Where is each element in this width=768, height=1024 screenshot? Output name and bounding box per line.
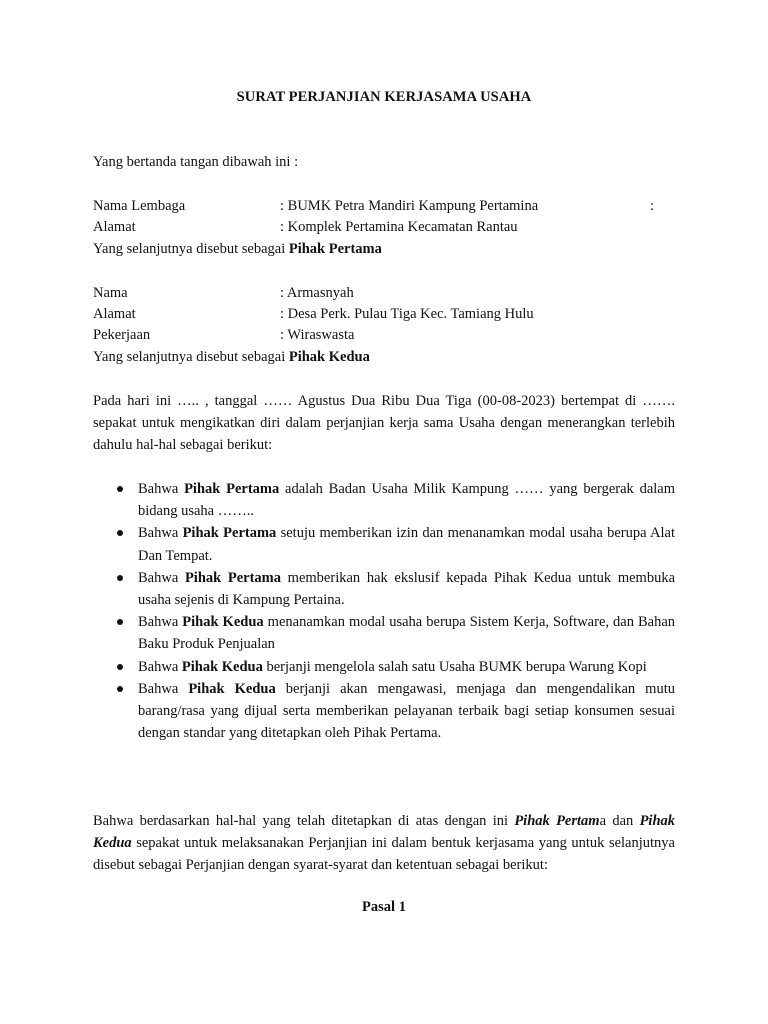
bullet-post: berjanji mengelola salah satu Usaha BUMK berupa Warung Kopi	[262, 658, 647, 675]
bullet-post: adalah Badan Usaha Milik Kampung …… yang bergerak dalam bidang usaha ……..	[138, 481, 675, 520]
bullet-post: berjanji akan mengawasi, menjaga dan mengendalikan mutu barang/rasa yang dijual serta memberikan pelayanan terbaik bagi setiap konsumen sesuai dengan standar yang ditetapkan oleh Pihak Pertama.	[138, 680, 675, 742]
bullet-bold: Pihak Pertama	[184, 569, 282, 586]
bullet-bold: Pihak Kedua	[188, 680, 276, 697]
field-value-alamat-kedua: : Desa Perk. Pulau Tiga Kec. Tamiang Hulu	[280, 306, 534, 322]
bullet-bold: Pihak Kedua	[181, 658, 263, 675]
bullet-dot-icon	[117, 530, 123, 536]
bullet-dot-icon	[117, 486, 123, 492]
field-label-alamat-pertama: Alamat	[93, 219, 136, 235]
bullet-post: menanamkan modal usaha berupa Sistem Kerja, Software, dan Bahan Baku Produk Penjualan	[138, 614, 676, 653]
field-value-alamat-pertama: : Komplek Pertamina Kecamatan Rantau	[280, 219, 518, 235]
field-label-pekerjaan: Pekerjaan	[93, 327, 151, 343]
bullet-dot-icon	[117, 664, 123, 670]
field-label-nama-lembaga: Nama Lembaga	[93, 198, 186, 214]
trailing-colon: :	[650, 198, 655, 214]
bullet-pre: Bahwa	[138, 481, 185, 497]
field-value-nama: : Armasnyah	[280, 285, 354, 301]
closing-part1: Bahwa berdasarkan hal-hal yang telah ditetapkan di atas dengan ini	[93, 813, 515, 829]
list-item	[93, 611, 675, 655]
bullet-pre: Bahwa	[138, 658, 182, 675]
pasal-heading: Pasal 1	[362, 899, 406, 915]
list-item	[93, 678, 675, 745]
list-item	[93, 522, 675, 566]
closing-paragraph	[93, 810, 675, 876]
selanjutnya-prefix-kedua: Yang selanjutnya disebut sebagai	[93, 349, 289, 365]
closing-italic-pihak-kedua: Pihak Kedua	[93, 813, 676, 851]
bullet-post: setuju memberikan izin dan menanamkan modal usaha berupa Alat Dan Tempat.	[138, 525, 676, 564]
bullet-pre: Bahwa	[138, 614, 183, 631]
bullet-pre: Bahwa	[138, 569, 185, 586]
bullet-bold: Pihak Pertama	[182, 525, 277, 542]
selanjutnya-prefix-pertama: Yang selanjutnya disebut sebagai	[93, 241, 289, 257]
intro-text: Yang bertanda tangan dibawah ini :	[93, 154, 299, 170]
document-title: SURAT PERJANJIAN KERJASAMA USAHA	[236, 89, 532, 105]
list-item	[93, 656, 675, 678]
field-value-nama-lembaga: : BUMK Petra Mandiri Kampung Pertamina	[280, 198, 539, 214]
bullet-bold: Pihak Pertama	[184, 481, 280, 497]
bullet-post: memberikan hak ekslusif kepada Pihak Kedua untuk membuka usaha sejenis di Kampung Pertaina.	[138, 569, 676, 609]
list-item	[93, 567, 675, 611]
field-value-pekerjaan: : Wiraswasta	[280, 327, 355, 343]
selanjutnya-pihak-kedua	[93, 348, 370, 366]
field-label-alamat-kedua: Alamat	[93, 306, 136, 322]
bullet-dot-icon	[117, 575, 123, 581]
field-label-nama: Nama	[93, 285, 128, 301]
closing-italic-pihak-pertama: Pihak Pertam	[514, 813, 600, 829]
selanjutnya-pihak-pertama	[93, 240, 382, 258]
bullet-dot-icon	[117, 686, 123, 692]
bullet-dot-icon	[117, 619, 123, 625]
bullet-pre: Bahwa	[138, 525, 183, 542]
pihak-pertama-bold: Pihak Pertama	[288, 241, 382, 257]
bullet-pre: Bahwa	[138, 680, 189, 697]
pihak-kedua-bold: Pihak Kedua	[288, 349, 370, 365]
recitals-list	[93, 478, 675, 744]
closing-part3: sepakat untuk melaksanakan Perjanjian ini dalam bentuk kerjasama yang untuk selanjutnya disebut sebagai Perjanjian dengan syarat-syarat dan ketentuan sebagai berikut:	[93, 835, 675, 873]
bullet-bold: Pihak Kedua	[182, 614, 264, 631]
list-item	[93, 478, 675, 522]
closing-part2: a dan	[599, 813, 640, 829]
opening-paragraph: Pada hari ini ….. , tanggal …… Agustus Dua Ribu Dua Tiga (00-08-2023) bertempat di ……. sepakat untuk mengikatkan diri dalam perjanjian kerja sama Usaha dengan menerangkan terlebih dahulu hal-hal sebagai berikut:	[93, 393, 675, 453]
